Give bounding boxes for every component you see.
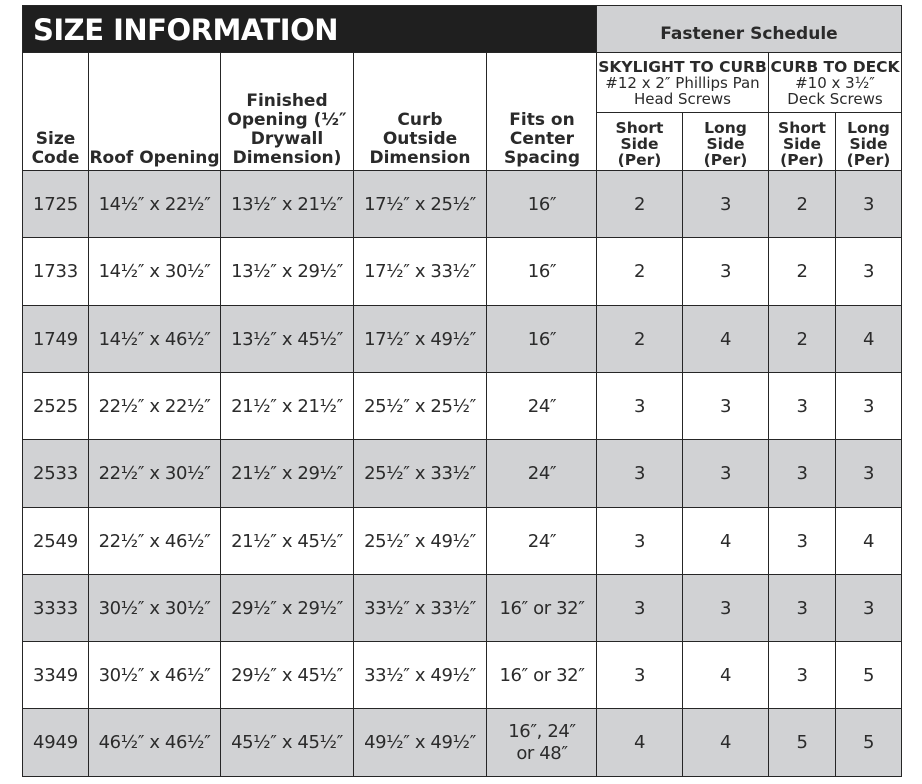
cell-roof: 22½″ x 46½″ [88,507,221,575]
cell-s2c-long: 4 [682,305,769,373]
cell-code: 2525 [22,372,89,440]
cell-s2c-long: 3 [682,574,769,642]
cell-c2d-short: 3 [768,574,836,642]
cell-roof: 22½″ x 22½″ [88,372,221,440]
cell-c2d-long: 4 [835,507,902,575]
cell-code: 1733 [22,237,89,306]
cell-roof: 14½″ x 22½″ [88,170,221,238]
cell-curb: 33½″ x 49½″ [353,641,487,709]
cell-finished: 29½″ x 45½″ [220,641,354,709]
cell-s2c-short: 3 [596,507,683,575]
header-c2d-long-side: Long Side (Per) [835,112,902,171]
cell-roof: 14½″ x 30½″ [88,237,221,306]
cell-s2c-short: 3 [596,641,683,709]
cell-s2c-long: 3 [682,170,769,238]
cell-c2d-short: 3 [768,372,836,440]
cell-s2c-short: 3 [596,439,683,508]
header-roof-opening: Roof Opening [88,52,221,171]
cell-curb: 17½″ x 49½″ [353,305,487,373]
cell-code: 1725 [22,170,89,238]
cell-finished: 21½″ x 29½″ [220,439,354,508]
group-heading: SKYLIGHT TO CURB [598,57,767,76]
cell-finished: 21½″ x 45½″ [220,507,354,575]
header-s2c-short-side: Short Side (Per) [596,112,683,171]
cell-s2c-short: 2 [596,237,683,306]
fastener-group-curb-to-deck [768,52,902,113]
cell-c2d-long: 3 [835,170,902,238]
header-c2d-short-side: Short Side (Per) [768,112,836,171]
cell-s2c-long: 3 [682,439,769,508]
fastener-schedule-title: Fastener Schedule [596,5,902,54]
header-s2c-long-side: Long Side (Per) [682,112,769,171]
cell-c2d-short: 2 [768,237,836,306]
group-line-2: Head Screws [634,89,731,108]
cell-code: 3333 [22,574,89,642]
cell-code: 2533 [22,439,89,508]
group-line-1: #12 x 2″ Phillips Pan [605,73,760,92]
cell-c2d-long: 3 [835,237,902,306]
cell-s2c-long: 4 [682,641,769,709]
cell-s2c-long: 4 [682,708,769,777]
cell-finished: 13½″ x 29½″ [220,237,354,306]
cell-roof: 46½″ x 46½″ [88,708,221,777]
cell-c2d-short: 3 [768,507,836,575]
header-finished-opening: Finished Opening (½″ Drywall Dimension) [220,52,354,171]
cell-finished: 29½″ x 29½″ [220,574,354,642]
cell-finished: 13½″ x 45½″ [220,305,354,373]
cell-c2d-long: 5 [835,708,902,777]
cell-spacing: 24″ [486,372,598,440]
cell-s2c-short: 2 [596,170,683,238]
cell-s2c-short: 4 [596,708,683,777]
cell-c2d-short: 3 [768,439,836,508]
cell-curb: 25½″ x 25½″ [353,372,487,440]
size-information-table [22,5,902,776]
cell-c2d-long: 4 [835,305,902,373]
group-line-2: Deck Screws [787,89,883,108]
cell-code: 1749 [22,305,89,373]
cell-spacing: 24″ [486,439,598,508]
cell-curb: 49½″ x 49½″ [353,708,487,777]
cell-spacing: 16″ [486,170,598,238]
cell-c2d-short: 5 [768,708,836,777]
cell-s2c-long: 3 [682,372,769,440]
cell-finished: 21½″ x 21½″ [220,372,354,440]
cell-spacing: 24″ [486,507,598,575]
cell-spacing: 16″ or 32″ [486,574,598,642]
table-title: SIZE INFORMATION [22,5,598,54]
header-size-code: Size Code [22,52,89,171]
cell-curb: 25½″ x 49½″ [353,507,487,575]
cell-s2c-long: 4 [682,507,769,575]
group-line-1: #10 x 3½″ [795,73,875,92]
cell-roof: 14½″ x 46½″ [88,305,221,373]
cell-spacing: 16″ [486,237,598,306]
cell-s2c-long: 3 [682,237,769,306]
cell-c2d-long: 3 [835,574,902,642]
cell-c2d-short: 3 [768,641,836,709]
cell-curb: 17½″ x 33½″ [353,237,487,306]
cell-c2d-short: 2 [768,305,836,373]
header-curb-outside-dimension: Curb Outside Dimension [353,52,487,171]
cell-roof: 30½″ x 30½″ [88,574,221,642]
cell-code: 4949 [22,708,89,777]
cell-spacing: 16″ or 32″ [486,641,598,709]
cell-finished: 13½″ x 21½″ [220,170,354,238]
cell-s2c-short: 3 [596,372,683,440]
cell-c2d-long: 3 [835,372,902,440]
cell-code: 2549 [22,507,89,575]
cell-spacing: 16″, 24″ or 48″ [486,708,598,777]
group-heading: CURB TO DECK [770,57,900,76]
cell-roof: 22½″ x 30½″ [88,439,221,508]
cell-spacing: 16″ [486,305,598,373]
cell-roof: 30½″ x 46½″ [88,641,221,709]
cell-s2c-short: 2 [596,305,683,373]
cell-c2d-long: 5 [835,641,902,709]
header-fits-on-center-spacing: Fits on Center Spacing [486,52,598,171]
cell-c2d-short: 2 [768,170,836,238]
cell-c2d-long: 3 [835,439,902,508]
fastener-group-skylight-to-curb [596,52,769,113]
cell-s2c-short: 3 [596,574,683,642]
cell-finished: 45½″ x 45½″ [220,708,354,777]
cell-curb: 17½″ x 25½″ [353,170,487,238]
cell-curb: 33½″ x 33½″ [353,574,487,642]
cell-curb: 25½″ x 33½″ [353,439,487,508]
cell-code: 3349 [22,641,89,709]
